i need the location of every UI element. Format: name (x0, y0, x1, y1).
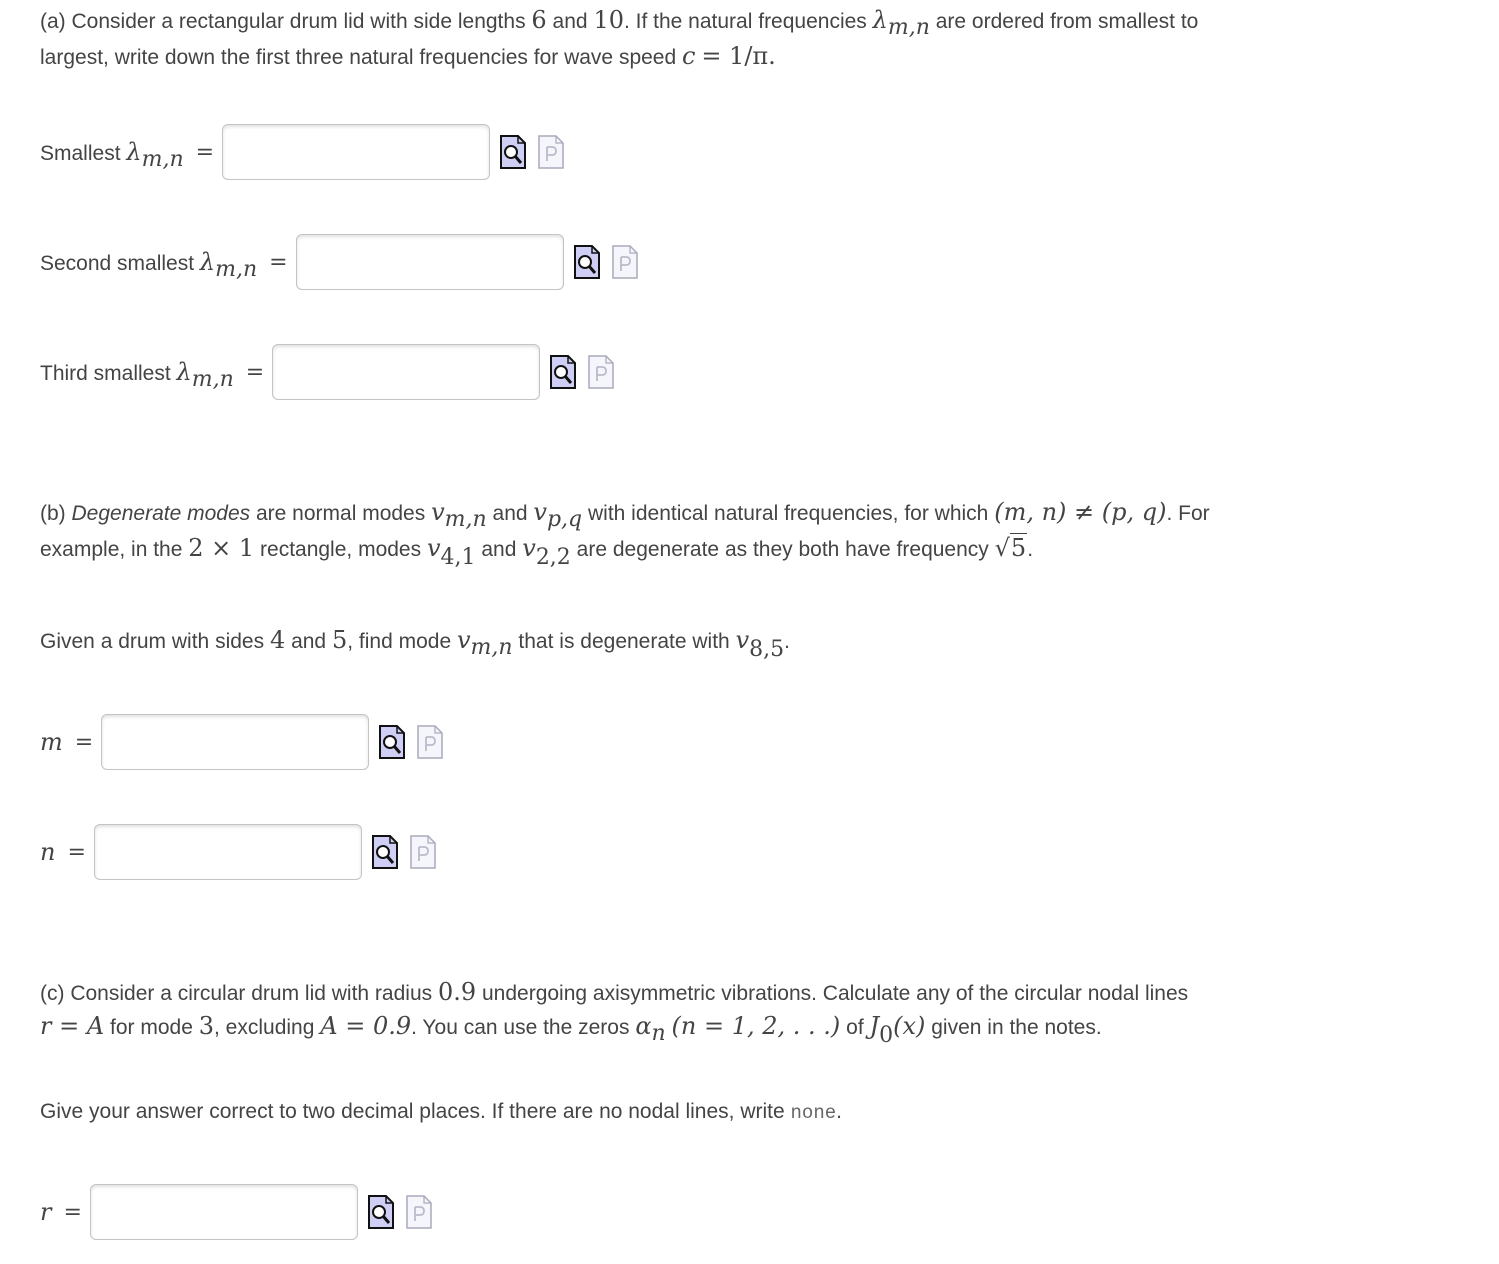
answer-row-third: Third smallest $\lambda_{m,n}$ = (40, 342, 614, 402)
part-a-question-line2: largest, write down the first three natural frequencies for wave speed c = 1/π. (40, 42, 776, 70)
m-input[interactable] (101, 714, 369, 770)
answer-row-smallest: Smallest $\lambda_{m,n}$ = (40, 122, 564, 182)
answer-label: Third smallest $\lambda_{m,n}$ (40, 358, 234, 392)
part-b-given: Given a drum with sides 4 and 5, find mode $v_{m,n}$ that is degenerate with $v_{8,5}$. (40, 626, 790, 662)
preview-icon[interactable] (379, 725, 405, 759)
document-icon[interactable] (406, 1195, 432, 1229)
preview-icon[interactable] (550, 355, 576, 389)
answer-label-m: m (40, 728, 63, 756)
document-icon[interactable] (410, 835, 436, 869)
answer-row-n: n = (40, 822, 436, 882)
preview-icon[interactable] (368, 1195, 394, 1229)
n-input[interactable] (94, 824, 362, 880)
answer-label-r: r (40, 1198, 52, 1226)
answer-row-second: Second smallest $\lambda_{m,n}$ = (40, 232, 638, 292)
preview-icon[interactable] (372, 835, 398, 869)
answer-label: Smallest $\lambda_{m,n}$ (40, 138, 184, 172)
part-b-question-line2: example, in the 2 × 1 rectangle, modes $v_{4,1}$ and $v_{2,2}$ are degenerate as they both have frequency √5. (40, 534, 1034, 570)
document-icon[interactable] (588, 355, 614, 389)
answer-row-m: m = (40, 712, 443, 772)
third-lambda-input[interactable] (272, 344, 540, 400)
document-icon[interactable] (538, 135, 564, 169)
preview-icon[interactable] (500, 135, 526, 169)
r-input[interactable] (90, 1184, 358, 1240)
answer-label: Second smallest $\lambda_{m,n}$ (40, 248, 258, 282)
preview-icon[interactable] (574, 245, 600, 279)
second-lambda-input[interactable] (296, 234, 564, 290)
answer-row-r: r = (40, 1182, 432, 1242)
part-a-question: (a) Consider a rectangular drum lid with side lengths 6 and 10. If the natural frequencies $\lambda_{m,n}$ are ordered from smallest to (40, 6, 1199, 40)
part-c-question: (c) Consider a circular drum lid with radius 0.9 undergoing axisymmetric vibrations. Calculate any of the circular nodal lines (40, 978, 1189, 1006)
document-icon[interactable] (417, 725, 443, 759)
part-c-instructions: Give your answer correct to two decimal places. If there are no nodal lines, write none. (40, 1100, 842, 1124)
answer-label-n: n (40, 838, 56, 866)
sqrt-expression: √5 (994, 534, 1027, 562)
part-b-question: (b) Degenerate modes are normal modes $v_{m,n}$ and $v_{p,q}$ with identical natural frequencies, for which (m, n) ≠ (p, q). For (40, 498, 1210, 532)
document-icon[interactable] (612, 245, 638, 279)
part-c-question-line2: r = A for mode 3, excluding A = 0.9. You can use the zeros $\alpha_n$ (n = 1, 2, . . .) of $J_0(x)$ given in the notes. (40, 1012, 1102, 1048)
smallest-lambda-input[interactable] (222, 124, 490, 180)
